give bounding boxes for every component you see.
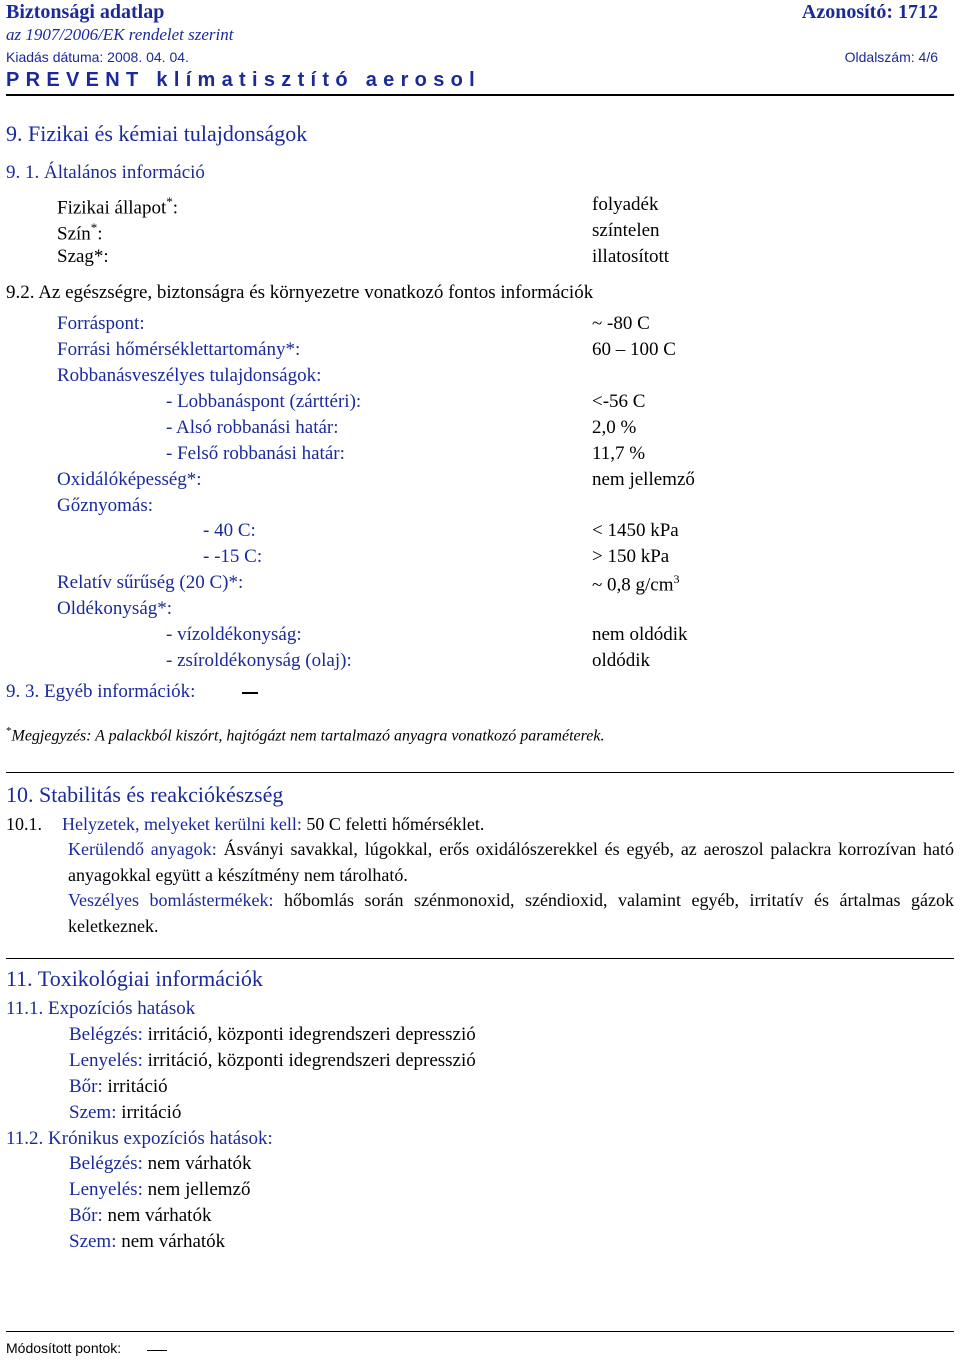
density-value: ~ 0,8 $g/cm^3$ [592,572,680,596]
footer-divider [6,1331,954,1332]
lower-limit-value: 2,0 % [592,417,637,438]
section11-1-heading: 11.1. Expozíciós hatások [6,998,196,1019]
vapor-15-label: - -15 C: [203,546,263,567]
flash-value: <-56 C [592,391,646,412]
fat-solubility-value: oldódik [592,650,651,671]
chronic-skin: Bőr: nem várhatók [69,1205,212,1226]
divider-9-10 [6,772,954,773]
boiling-label: Forráspont: [57,313,145,334]
water-solubility-label: - vízoldékonyság: [166,624,302,645]
section10-2: Kerülendő anyagok: Ásványi savakkal, lúgokkal, erős oxidálószerekkel és egyéb, az aeroszol palackra korrozívan ható anyagokkal együtt a készítmény nem tárolható. [68,839,955,885]
acute-skin: Bőr: irritáció [69,1076,168,1097]
state-value: folyadék [592,194,659,215]
lower-limit-label: - Alsó robbanási határ: [166,417,339,438]
doc-title: Biztonsági adatlap [6,1,165,23]
odor-label: Szag*: [57,246,109,267]
vapor-15-value: > 150 kPa [592,546,670,567]
section10-3: Veszélyes bomlástermékek: hőbomlás során szénmonoxid, széndioxid, valamint egyéb, irritatív és ártalmas gázok keletkeznek. [68,890,954,936]
vapor-pressure-label: Gőznyomás: [57,495,154,516]
doc-id: Azonosító: 1712 [801,1,938,23]
page-number: Oldalszám: 4/6 [844,49,938,65]
section9-3-heading: 9. 3. Egyéb információk: [6,681,196,702]
boiling-value: ~ -80 C [592,313,650,334]
em-dash [242,692,258,694]
regulation: az 1907/2006/EK rendelet szerint [6,25,234,44]
section10-heading: 10. Stabilitás és reakciókészség [6,782,284,807]
upper-limit-value: 11,7 % [592,443,646,464]
chronic-inhalation: Belégzés: nem várhatók [69,1153,252,1174]
chronic-eye: Szem: nem várhatók [69,1231,226,1252]
oxidizing-label: Oxidálóképesség*: [57,469,202,490]
section9-heading: 9. Fizikai és kémiai tulajdonságok [6,121,308,146]
footnote: *Megjegyzés: A palackból kiszórt, hajtógázt nem tartalmazó anyagra vonatkozó paraméterek. [6,725,605,745]
section10-1: 10.1. Helyzetek, melyeket kerülni kell: 50 C feletti hőmérséklet. [6,814,485,834]
acute-inhalation: Belégzés: irritáció, központi idegrendszeri depresszió [69,1024,476,1045]
header-divider [6,94,954,96]
density-label: Relatív sűrűség (20 C)*: [57,572,244,593]
state-label: Fizikai állapot*: [57,194,179,219]
section9-2-heading: 9.2. Az egészségre, biztonságra és környezetre vonatkozó fontos információk [6,282,594,303]
acute-eye: Szem: irritáció [69,1102,182,1123]
acute-ingestion: Lenyelés: irritáció, központi idegrendszeri depresszió [69,1050,476,1071]
issue-date: Kiadás dátuma: 2008. 04. 04. [6,49,189,65]
color-value: színtelen [592,220,660,241]
boil-range-value: 60 – 100 C [592,339,676,360]
solubility-label: Oldékonyság*: [57,598,173,619]
section9-1-heading: 9. 1. Általános információ [6,162,205,183]
footer-dash [147,1350,167,1351]
upper-limit-label: - Felső robbanási határ: [166,443,345,464]
vapor-40-label: - 40 C: [203,520,256,541]
explosive-label: Robbanásveszélyes tulajdonságok: [57,365,322,386]
modified-points: Módosított pontok: [6,1340,122,1356]
divider-10-11 [6,958,954,959]
boil-range-label: Forrási hőmérséklettartomány*: [57,339,301,360]
section11-2-heading: 11.2. Krónikus expozíciós hatások: [6,1128,273,1149]
section11-heading: 11. Toxikológiai információk [6,966,263,991]
product-name: PREVENT klímatisztító aerosol [6,69,481,91]
fat-solubility-label: - zsíroldékonyság (olaj): [166,650,352,671]
color-label: Szín*: [57,220,103,245]
water-solubility-value: nem oldódik [592,624,688,645]
vapor-40-value: < 1450 kPa [592,520,679,541]
oxidizing-value: nem jellemző [592,469,695,490]
flash-label: - Lobbanáspont (zárttéri): [166,391,362,412]
chronic-ingestion: Lenyelés: nem jellemző [69,1179,251,1200]
odor-value: illatosított [592,246,670,267]
